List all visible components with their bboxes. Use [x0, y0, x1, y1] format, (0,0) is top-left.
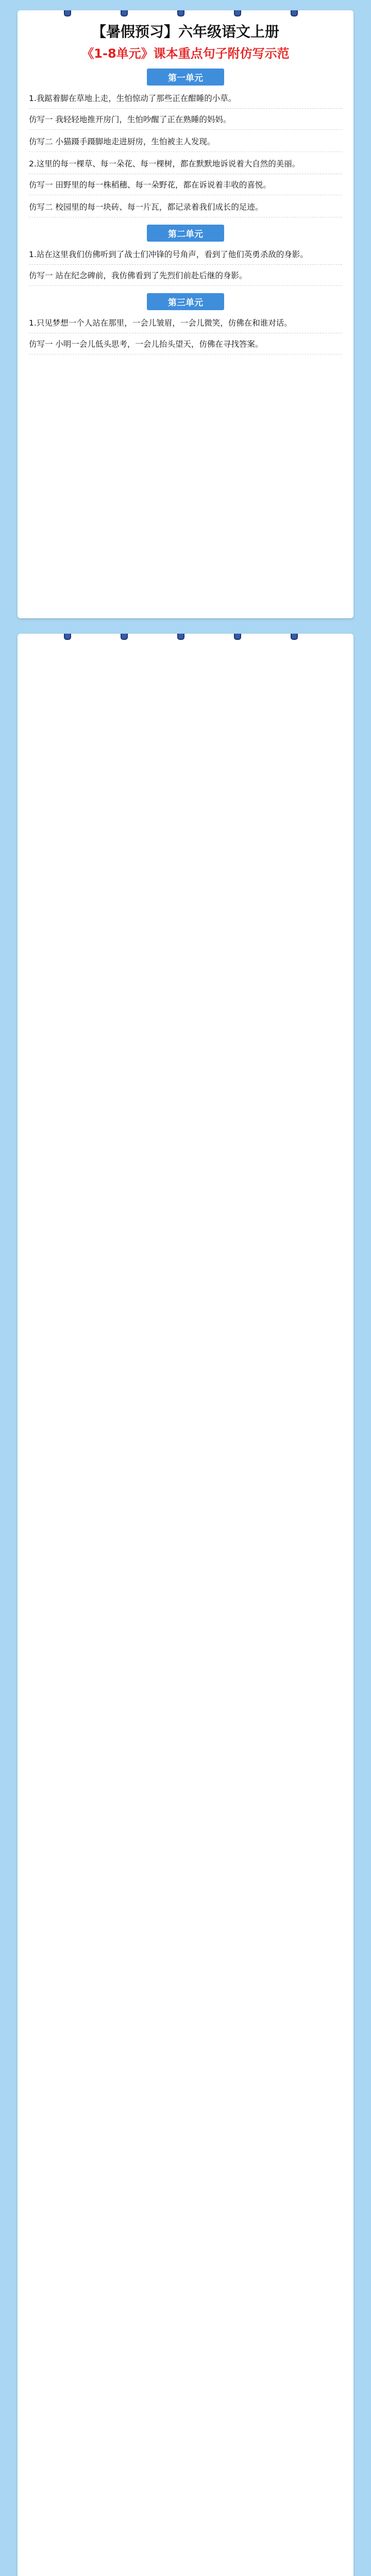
unit-1-sentence-1: 1.我踮着脚在草地上走，生怕惊动了那些正在酣睡的小草。 [29, 91, 342, 109]
sheet-2 [18, 634, 353, 2576]
unit-1-s2-imit-2: 仿写二 校园里的每一块砖、每一片瓦，都记录着我们成长的足迹。 [29, 199, 342, 217]
unit-2-heading: 第二单元 [147, 225, 224, 242]
binder [18, 634, 353, 637]
unit-2-sentence-1: 1.站在这里我们仿佛听到了战士们冲锋的号角声，看到了他们英勇杀敌的身影。 [29, 247, 342, 265]
unit-1-heading: 第一单元 [147, 69, 224, 86]
page-title: 【暑假预习】六年级语文上册 [91, 23, 279, 40]
sheet-1 [18, 10, 353, 618]
unit-1-sentence-2: 2.这里的每一棵草、每一朵花、每一棵树，都在默默地诉说着大自然的美丽。 [29, 156, 342, 174]
unit-1-s2-imit-1: 仿写一 田野里的每一株稻穗、每一朵野花，都在诉说着丰收的喜悦。 [29, 177, 342, 195]
unit-3-sentence-1: 1.只见梦想一个人站在那里，一会儿皱眉，一会儿微笑，仿佛在和谁对话。 [29, 315, 342, 333]
unit-1-s1-imit-1: 仿写一 我轻轻地推开房门，生怕吵醒了正在熟睡的妈妈。 [29, 112, 342, 130]
unit-2-s1-imit-1: 仿写一 站在纪念碑前，我仿佛看到了先烈们前赴后继的身影。 [29, 268, 342, 286]
unit-3-heading: 第三单元 [147, 293, 224, 310]
binder [18, 10, 353, 13]
page-subtitle: 《1-8单元》课本重点句子附仿写示范 [81, 46, 290, 61]
unit-1-s1-imit-2: 仿写二 小猫蹑手蹑脚地走进厨房，生怕被主人发现。 [29, 134, 342, 152]
unit-3-s1-imit-1: 仿写一 小明一会儿低头思考，一会儿抬头望天，仿佛在寻找答案。 [29, 336, 342, 354]
